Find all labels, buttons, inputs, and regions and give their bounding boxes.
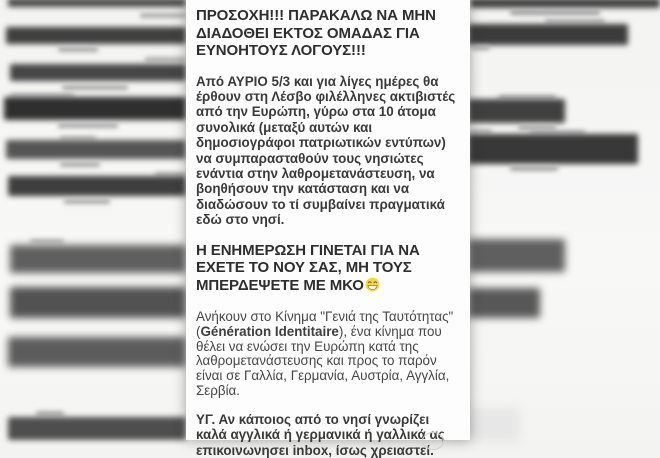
postscript-paragraph: ΥΓ. Αν κάποιος από το νησί γνωρίζει καλά αγγλικά ή γερμανικά ή γαλλικά ας επικοινωνησει inbox, ίσως χρειαστεί.: [196, 411, 445, 458]
blurred-line: [470, 0, 660, 8]
blurred-line: [468, 288, 540, 318]
blurred-fragment: [58, 47, 98, 52]
blurred-line: [8, 176, 186, 196]
blurred-line: [468, 99, 565, 123]
blurred-line: [10, 64, 186, 81]
blurred-fragment: [64, 199, 110, 204]
reminder-heading-text: Η ΕΝΗΜΕΡΩΣΗ ΓΙΝΕΤΑΙ ΓΙΑ ΝΑ ΕΧΕΤΕ ΤΟ ΝΟΥ ΣΑΣ, ΜΗ ΤΟΥΣ ΜΠΕΡΔΕΨΕΤΕ ΜΕ ΜΚΟ: [196, 241, 420, 294]
grin-emoji-icon: [365, 277, 380, 297]
blurred-fragment: [30, 239, 64, 243]
movement-name: Génération Identitaire: [200, 323, 339, 339]
blurred-line: [8, 417, 186, 440]
post-panel: [186, 0, 470, 458]
blurred-line: [4, 97, 186, 120]
blurred-fragment: [545, 19, 605, 23]
warning-heading: ΠΡΟΣΟΧΗ!!! ΠΑΡΑΚΑΛΩ ΝΑ ΜΗΝ ΔΙΑΔΟΘΕΙ ΕΚΤΟΣ ΟΜΑΔΑΣ ΓΙΑ ΕΥΝΟΗΤΟΥΣ ΛΟΓΟΥΣ!!!: [196, 7, 436, 59]
blurred-line: [10, 287, 186, 318]
blurred-fragment: [510, 10, 600, 15]
movement-paragraph-start: Ανήκουν στο Κίνημα "Γενιά της Ταυτότητας" (: [196, 309, 454, 339]
movement-paragraph-end: ), ένα κίνημα που θέλει να ενώσει την Ευρώπη κατά της λαθρομετανάστευσης και προς το παρόν είναι σε Γαλλία, Γερμανία, Αυστρία, Αγγλία, Σερβία.: [196, 323, 450, 399]
blurred-fragment: [58, 123, 118, 128]
intro-paragraph: Από ΑΥΡΙΟ 5/3 και για λίγες ημέρες θα έρθουν στη Λέσβο φιλέλληνες ακτιβιστές από την Ευρώπη, γύρω στα 10 άτομα συνολικά (μεταξύ αυτών και δημοσιογράφοι πατριωτικών εντύπων) να συμπαρασταθούν τους νησιώτες ενάντια στην λαθρομετανάστευση, να βοηθήσουν την κατάσταση και να διαδώσουν το τί συμβαίνει πραγματικά εδώ στο νησί.: [196, 73, 456, 228]
blurred-line: [6, 27, 186, 44]
blurred-line: [6, 140, 186, 159]
blurred-fragment: [62, 85, 128, 90]
blurred-line: [468, 24, 628, 45]
blurred-fragment: [36, 411, 64, 416]
cropped-circle: [422, 432, 444, 450]
blurred-line: [468, 239, 565, 272]
blurred-line: [10, 245, 186, 273]
blurred-fragment: [140, 13, 186, 18]
reminder-heading: [196, 242, 460, 297]
blurred-line: [8, 0, 186, 7]
blurred-fragment: [472, 46, 490, 50]
movement-paragraph: [196, 310, 460, 399]
blurred-fragment: [510, 166, 558, 171]
blurred-line: [468, 134, 638, 164]
blurred-line: [8, 337, 186, 367]
blurred-fragment: [470, 129, 492, 133]
blurred-fragment: [145, 57, 186, 62]
blurred-fragment: [60, 162, 100, 167]
